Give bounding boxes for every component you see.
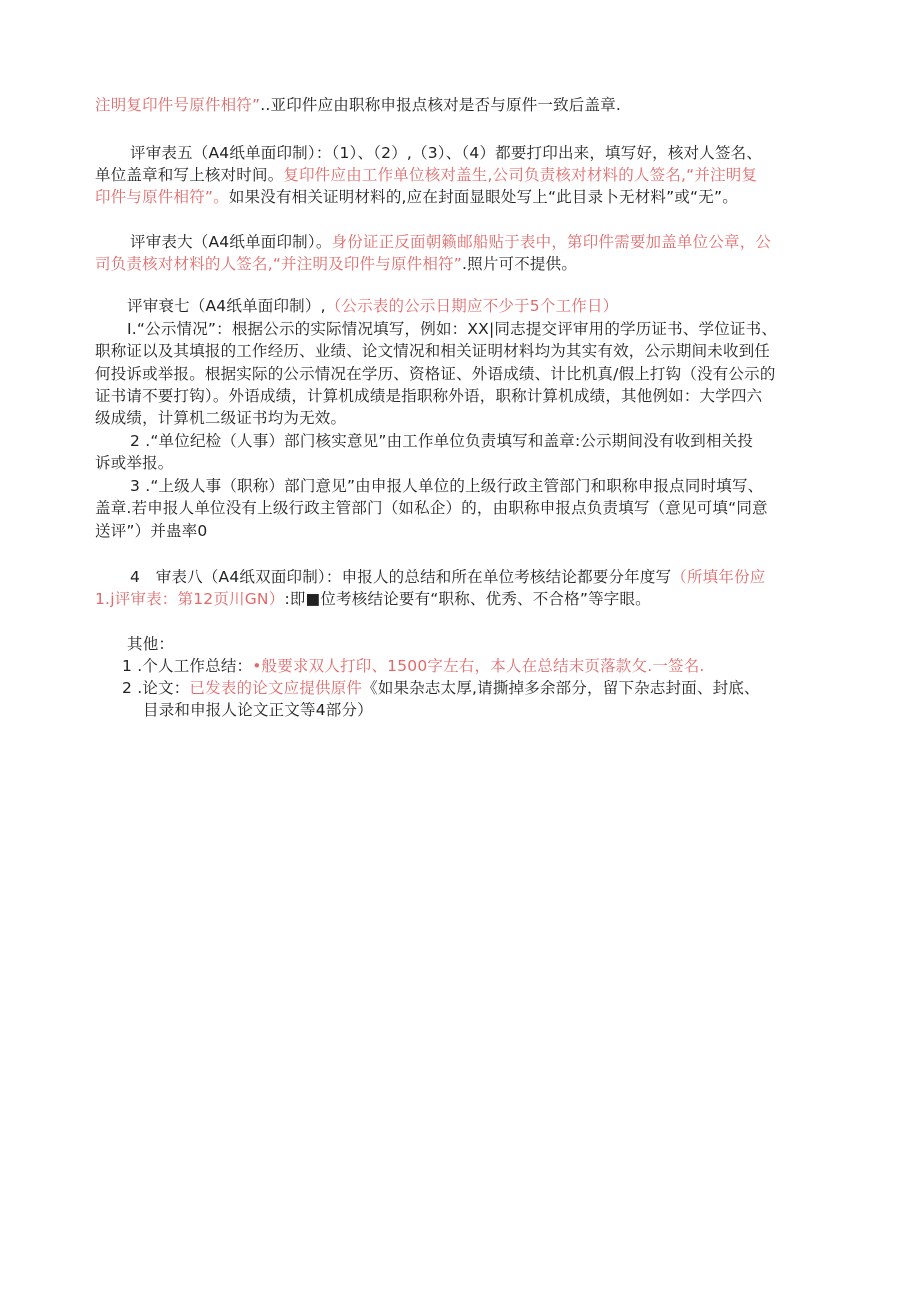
body-text: .照片可不提供。 <box>462 255 578 273</box>
text-line-10 <box>95 363 776 385</box>
text-line-20 <box>127 633 174 655</box>
text-line-4 <box>95 186 738 208</box>
text-line-12 <box>95 407 346 429</box>
body-text: :即■位考核结论要有“职称、优秀、不合格”等字眼。 <box>284 590 651 608</box>
text-line-8 <box>127 318 777 340</box>
body-text: 何投诉或举报。根据实际的公示情况在学历、资格证、外语成绩、计比机真/假上打钩（没有公示的 <box>95 365 776 383</box>
body-text: 评审表五（A4纸单面印制）：（1）、（2）,（3）、（4）都要打印出来，填写好，核对人签名、 <box>130 144 763 162</box>
highlight-text: 已发表的论文应提供原件 <box>189 679 363 697</box>
text-line-13 <box>130 430 753 452</box>
body-text: 《如果杂志太厚,请撕掉多余部分，留下杂志封面、封底、 <box>362 679 760 697</box>
text-line-5 <box>130 231 771 253</box>
text-line-16 <box>95 497 768 519</box>
text-line-3 <box>95 164 757 186</box>
text-line-17 <box>95 520 208 542</box>
highlight-text: （所填年份应 <box>671 568 766 586</box>
text-line-22 <box>122 677 760 699</box>
body-text: 2 .“单位纪检（人事）部门核实意见”由工作单位负责填写和盖章:公示期间没有收到相关投 <box>130 432 754 450</box>
text-line-1 <box>95 94 621 116</box>
highlight-text: 1.j评审表：第12页川GN） <box>95 590 285 608</box>
text-line-23 <box>143 699 373 721</box>
text-line-2 <box>130 142 762 164</box>
body-text: 评审衰七（A4纸单面印制）, <box>127 297 326 315</box>
body-text: 目录和申报人论文正文等4部分） <box>143 701 373 719</box>
text-line-11 <box>95 385 762 407</box>
highlight-text: 司负责核对材料的人签名,“并注明及印件与原件相符” <box>95 255 462 273</box>
highlight-text: 身份证正反面朝籁邮船贴于表中，第印件需要加盖单位公章，公 <box>331 233 772 251</box>
text-line-7 <box>127 295 618 317</box>
body-text: 诉或举报。 <box>95 454 174 472</box>
body-text: 职称证以及其填报的工作经历、业绩、论文情况和相关证明材料均为其实有效，公示期间未收到任 <box>95 342 771 360</box>
body-text: 其他： <box>127 635 175 653</box>
text-line-9 <box>95 340 770 362</box>
body-text: 级成绩，计算机二级证书均为无效。 <box>95 409 347 427</box>
body-text: 如果没有相关证明材料的,应在封面显眼处写上“此目录卜无材料”或“无”。 <box>228 188 738 206</box>
text-line-18 <box>130 566 765 588</box>
text-line-15 <box>130 475 763 497</box>
highlight-text: 印件与原件相符”。 <box>95 188 229 206</box>
body-text: 4 审表八（A4纸双面印制）：申报人的总结和所在单位考核结论都要分年度写 <box>130 568 672 586</box>
body-text: 盖章.若申报人单位没有上级行政主管部门（如私企）的，由职称申报点负责填写（意见可填“同意 <box>95 499 768 517</box>
highlight-text: 注明复印件号原件相符” <box>95 96 261 114</box>
body-text: ..亚印件应由职称申报点核对是否与原件一致后盖章. <box>260 96 622 114</box>
body-text: I.“公示情况”：根据公示的实际情况填写，例如：XX|同志提交评审用的学历证书、学位证书、 <box>127 320 778 338</box>
text-line-19 <box>95 588 651 610</box>
body-text: 证书请不要打钩）。外语成绩，计算机成绩是指职称外语，职称计算机成绩，其他例如：大学四六 <box>95 387 763 405</box>
body-text: 送评”）并蛊率0 <box>95 522 208 540</box>
body-text: 单位盖章和写上核对时间。 <box>95 166 284 184</box>
highlight-text: （公示表的公示日期应不少于5个工作日） <box>325 297 619 315</box>
text-line-14 <box>95 452 174 474</box>
highlight-text: •般要求双人打印、1500字左右，本人在总结末页落款攵.一签名. <box>252 657 705 675</box>
body-text: 1 .个人工作总结： <box>122 657 253 675</box>
body-text: 2 .论文： <box>122 679 190 697</box>
text-line-6 <box>95 253 577 275</box>
highlight-text: 复印件应由工作单位核对盖生,公司负责核对材料的人签名,“并注明复 <box>283 166 758 184</box>
text-line-21 <box>122 655 705 677</box>
body-text: 3 .“上级人事（职称）部门意见”由申报人单位的上级行政主管部门和职称申报点同时填写、 <box>130 477 764 495</box>
body-text: 评审表大（A4纸单面印制）。 <box>130 233 332 251</box>
